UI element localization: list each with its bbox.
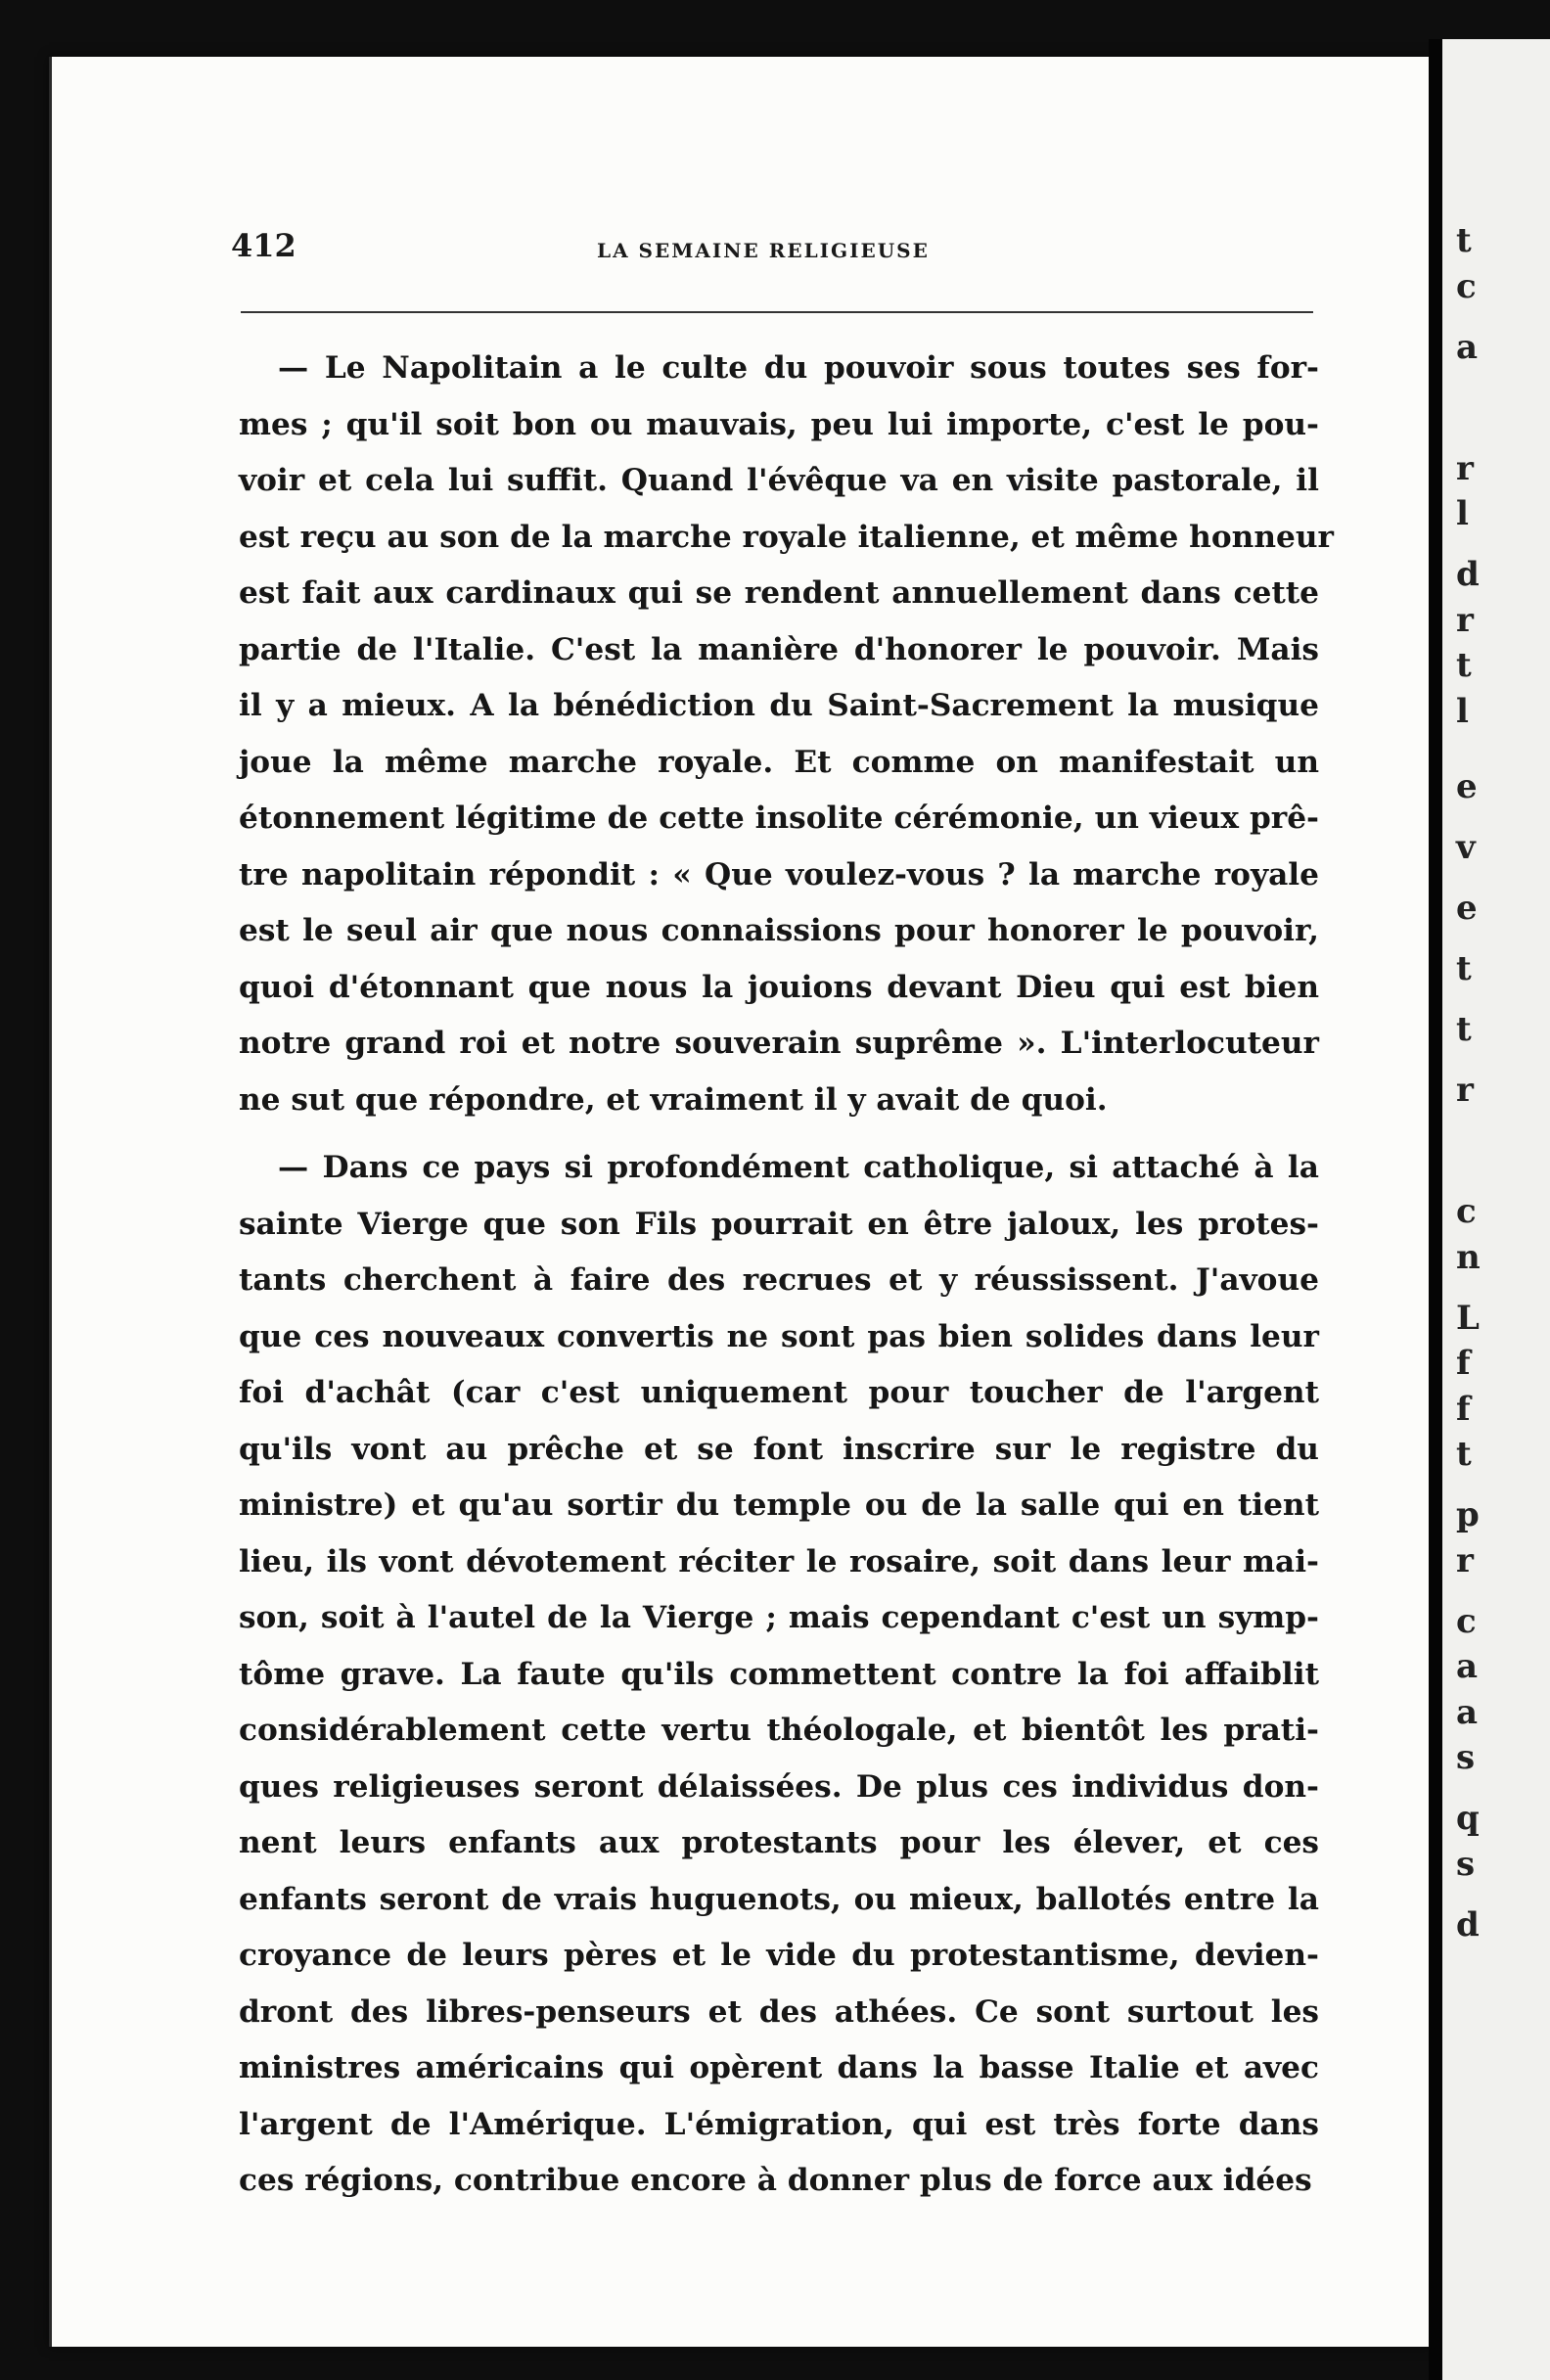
adjacent-page-letter: r <box>1456 1071 1474 1110</box>
paragraph <box>239 341 1334 1128</box>
text-line: croyance de leurs pères et le vide du protestantisme, devien- <box>239 1938 1319 1973</box>
text-line: ces régions, contribue encore à donner plus de force aux idées <box>239 2163 1312 2198</box>
adjacent-page-letter: t <box>1456 1010 1472 1049</box>
text-line: ministres américains qui opèrent dans la basse Italie et avec <box>239 2050 1319 2085</box>
book-gutter <box>1429 39 1442 2380</box>
header-rule <box>241 311 1313 313</box>
adjacent-page-letter: t <box>1456 221 1472 260</box>
adjacent-page-letter: l <box>1456 494 1469 533</box>
text-line: considérablement cette vertu théologale, et bientôt les prati- <box>239 1713 1319 1748</box>
adjacent-page-letter: t <box>1456 646 1472 685</box>
text-line: tôme grave. La faute qu'ils commettent contre la foi affaiblit <box>239 1656 1319 1692</box>
text-line: ne sut que répondre, et vraiment il y avait de quoi. <box>239 1081 1108 1118</box>
adjacent-page-letter: r <box>1456 1540 1474 1580</box>
page-header <box>231 227 1317 276</box>
adjacent-page-letter: f <box>1456 1389 1471 1429</box>
text-line: ministre) et qu'au sortir du temple ou de la salle qui en tient <box>239 1488 1319 1523</box>
text-line: lieu, ils vont dévotement réciter le rosaire, soit dans leur mai- <box>239 1543 1319 1579</box>
text-line: sainte Vierge que son Fils pourrait en être jaloux, les protes- <box>239 1206 1319 1242</box>
adjacent-page-letter: v <box>1456 828 1476 867</box>
adjacent-page-letter: c <box>1456 1601 1477 1641</box>
text-line: ques religieuses seront délaissées. De plus ces individus don- <box>239 1768 1319 1805</box>
adjacent-page-letter: e <box>1456 767 1478 806</box>
text-line: que ces nouveaux convertis ne sont pas bien solides dans leur <box>239 1318 1319 1354</box>
adjacent-page-letter: p <box>1456 1495 1480 1534</box>
running-title: LA SEMAINE RELIGIEUSE <box>597 239 930 262</box>
text-line: qu'ils vont au prêche et se font inscrire sur le registre du <box>239 1431 1319 1467</box>
text-line: son, soit à l'autel de la Vierge ; mais cependant c'est un symp- <box>239 1600 1319 1635</box>
text-line: est fait aux cardinaux qui se rendent annuellement dans cette <box>239 575 1319 611</box>
adjacent-page-letter: a <box>1456 1647 1479 1686</box>
adjacent-page-letter: s <box>1456 1738 1476 1777</box>
adjacent-page-letter: n <box>1456 1237 1481 1277</box>
adjacent-page-letter: t <box>1456 1435 1472 1474</box>
text-line: tants cherchent à faire des recrues et y réussissent. J'avoue <box>239 1262 1319 1298</box>
text-line: tre napolitain répondit : « Que voulez-vous ? la marche royale <box>239 856 1319 892</box>
adjacent-page-letter: f <box>1456 1344 1471 1383</box>
text-line: est reçu au son de la marche royale italienne, et même honneur <box>239 519 1334 555</box>
adjacent-page-letter: d <box>1456 555 1480 594</box>
text-line: foi d'achât (car c'est uniquement pour toucher de l'argent <box>239 1375 1319 1410</box>
text-line: joue la même marche royale. Et comme on manifestait un <box>239 744 1319 780</box>
text-line: voir et cela lui suffit. Quand l'évêque va en visite pastorale, il <box>239 463 1319 498</box>
adjacent-page-letter: t <box>1456 949 1472 988</box>
text-line: est le seul air que nous connaissions pour honorer le pouvoir, <box>239 913 1319 948</box>
body-text <box>239 341 1334 2221</box>
adjacent-page-letter: l <box>1456 691 1469 731</box>
adjacent-page-letter: r <box>1456 600 1474 640</box>
text-line: mes ; qu'il soit bon ou mauvais, peu lui importe, c'est le pou- <box>239 406 1319 442</box>
text-line: notre grand roi et notre souverain suprême ». L'interlocuteur <box>239 1026 1319 1061</box>
adjacent-page-letter: r <box>1456 448 1474 488</box>
adjacent-page-letter: L <box>1456 1298 1480 1338</box>
adjacent-page-letter: e <box>1456 889 1478 928</box>
adjacent-page-letter: c <box>1456 1192 1477 1231</box>
text-line: étonnement légitime de cette insolite cérémonie, un vieux prê- <box>239 801 1319 836</box>
text-line: l'argent de l'Amérique. L'émigration, qui est très forte dans <box>239 2106 1319 2142</box>
text-line: partie de l'Italie. C'est la manière d'honorer le pouvoir. Mais <box>239 631 1319 667</box>
adjacent-page-edge <box>1442 39 1550 2380</box>
text-line: il y a mieux. A la bénédiction du Saint-Sacrement la musique <box>239 688 1319 723</box>
adjacent-page-letter: q <box>1456 1799 1480 1838</box>
adjacent-page-letter: c <box>1456 266 1477 306</box>
adjacent-page-letter: d <box>1456 1904 1480 1945</box>
text-line: quoi d'étonnant que nous la jouions devant Dieu qui est bien <box>239 969 1319 1005</box>
text-line: enfants seront de vrais huguenots, ou mieux, ballotés entre la <box>239 1881 1319 1917</box>
text-line: dront des libres-penseurs et des athées. Ce sont surtout les <box>239 1993 1319 2030</box>
adjacent-page-letter: s <box>1456 1844 1476 1884</box>
text-line: — Le Napolitain a le culte du pouvoir sous toutes ses for- <box>278 350 1319 386</box>
adjacent-page-letter: a <box>1456 1692 1479 1732</box>
adjacent-page-letter: a <box>1456 327 1479 367</box>
page-number: 412 <box>231 227 296 264</box>
text-line: — Dans ce pays si profondément catholique, si attaché à la <box>278 1150 1319 1185</box>
paragraph <box>239 1140 1319 2210</box>
text-line: nent leurs enfants aux protestants pour les élever, et ces <box>239 1825 1319 1860</box>
